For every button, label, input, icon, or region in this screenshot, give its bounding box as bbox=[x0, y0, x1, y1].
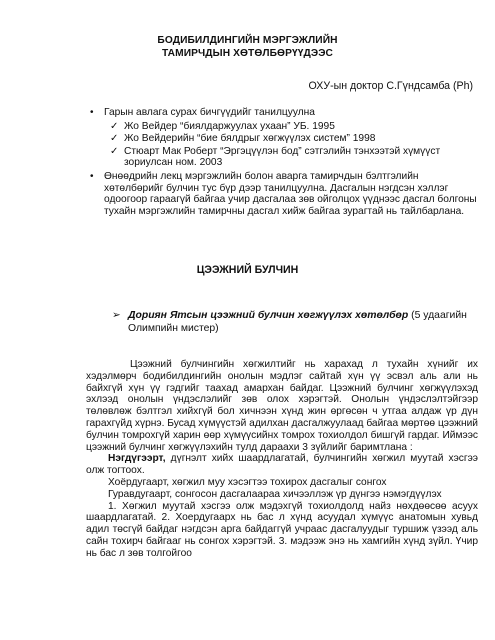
paragraph-second-point: Хоёрдугаарт, хөгжил муу хэсэгтээ тохирох дасгалыг сонгох bbox=[108, 476, 387, 488]
document-title bbox=[0, 34, 495, 60]
paragraph-third-point: Гуравдугаарт, сонгосон дасгалаараа хичээллэж үр дүнгээ нэмэгдүүлэх bbox=[108, 488, 442, 500]
bullet-item-1 bbox=[86, 107, 478, 119]
paragraph-explanation: 1. Хөгжил муутай хэсгээ олж мэдэхгүй тохиолдолд найз нөхдөөсөө асуух шаардлагатай. 2. Хоердугаарх нь бас л хүнд асуудал хүмүүс анатомын хувьд адил төсгүй байдаг нэгдсэн арга байдаггүй учраас дасгалуудыг туршиж үзээд аль сайн тохирч байгааг нь сонгох хэрэгтэй. 3. мэдээж энэ нь хамгийн хүнд зүйл. Үчир нь бас л зөв толгойгоо bbox=[86, 500, 478, 559]
check-item-1-text: Жо Вейдер “биялдаржуулах ухаан” УБ. 1995 bbox=[124, 120, 335, 132]
paragraph-intro: Цээжний булчингийн хөгжилтийг нь харахад л тухайн хүнийг их хэдэлмөрч бодибилдингийн онолын мэдлэг сайтай хүн үү эсвэл аль али нь байхгүй хүн үү гэдгийг таахад амархан байдаг. Цээжний булчинг хөгжүүлэхэд эхлээд онолын үндэслэлийг зөв олох хэрэгтэй. Онолын үндэслэлтэйгээр төлөвлөж бэлтгэл хийхгүй бол хичнээн хүнд жин өргөсөн ч утгаа алдаж үр дүн гарахгүйд хүрнэ. Бусад хүмүүстэй адилхан дасгалжуулаад байгаа мөртөө цээжний булчин томрохгүй харин өөр хүмүүсийнх томрох тохиолдол бишгүй гардаг. Иймээс цээжний булчинг хөгжүүлэхийн тулд дараахи 3 зүйлийг баримтлана : bbox=[86, 359, 478, 453]
bullet-dot-icon: • bbox=[90, 170, 94, 182]
check-item-3 bbox=[110, 146, 478, 169]
intro-bullet-list bbox=[86, 107, 478, 217]
checkmark-icon: ✓ bbox=[110, 133, 119, 145]
check-item-1 bbox=[110, 121, 478, 133]
program-heading-text bbox=[112, 309, 480, 335]
first-point-label: Нэгдүгээрт, bbox=[108, 453, 166, 465]
check-item-2-text: Жо Вейдерийн “бие бялдрыг хөгжүүлэх систем” 1998 bbox=[124, 133, 376, 145]
paragraph-first-point bbox=[86, 453, 478, 477]
program-title-bold: Дориян Ятсын цээжний булчин хөгжүүлэх хөтөлбөр bbox=[128, 310, 409, 321]
bullet-item-1-text: Гарын авлага сурах бичгүүдийг танилцуулна bbox=[104, 107, 315, 118]
program-heading bbox=[112, 309, 480, 335]
bullet-item-2-text: Өнөөдрийн лекц мэргэжлийн болон аварга тамирчдын бэлтгэлийн хөтөлбөрийг булчин тус бүр дээр танилцуулна. Дасгалын нэгдсэн хэллэг одоогоор гараагүй байгаа учир дасгалаа зөв ойголцох үүднээс дасгал болгоны тухайн мэргэжлийн тамирчны дасгал хийж байгаа зурагтай нь тайлбарлана. bbox=[104, 170, 477, 217]
body-text bbox=[86, 359, 478, 560]
first-point-text: дүгнэлт хийх шаардлагатай, булчингийн хөгжил муутай хэсгээ олж тогтоох. bbox=[86, 453, 478, 477]
author-line: ОХУ-ын доктор С.Гүндсамба (Ph) bbox=[308, 80, 473, 92]
check-item-2 bbox=[110, 133, 478, 145]
book-check-list bbox=[110, 121, 478, 169]
arrow-bullet-icon: ➢ bbox=[112, 310, 121, 321]
checkmark-icon: ✓ bbox=[110, 145, 119, 157]
program-title-note: (5 удаагийн Олимпийн мистер) bbox=[128, 310, 467, 334]
section-title: ЦЭЭЖНИЙ БУЛЧИН bbox=[196, 264, 299, 276]
checkmark-icon: ✓ bbox=[110, 120, 119, 132]
title-line-2: ТАМИРЧДЫН ХӨТӨЛБӨРҮҮДЭЭС bbox=[161, 48, 333, 59]
check-item-3-text: Стюарт Мак Роберт “Эргэцүүлэн бод” сэтгэлийн тэнхээтэй хүмүүст зориулсан ном. 2003 bbox=[124, 145, 441, 169]
bullet-dot-icon: • bbox=[90, 107, 94, 118]
title-line-1: БОДИБИЛДИНГИЙН МЭРГЭЖЛИЙН bbox=[157, 35, 338, 46]
bullet-item-2 bbox=[86, 171, 478, 217]
